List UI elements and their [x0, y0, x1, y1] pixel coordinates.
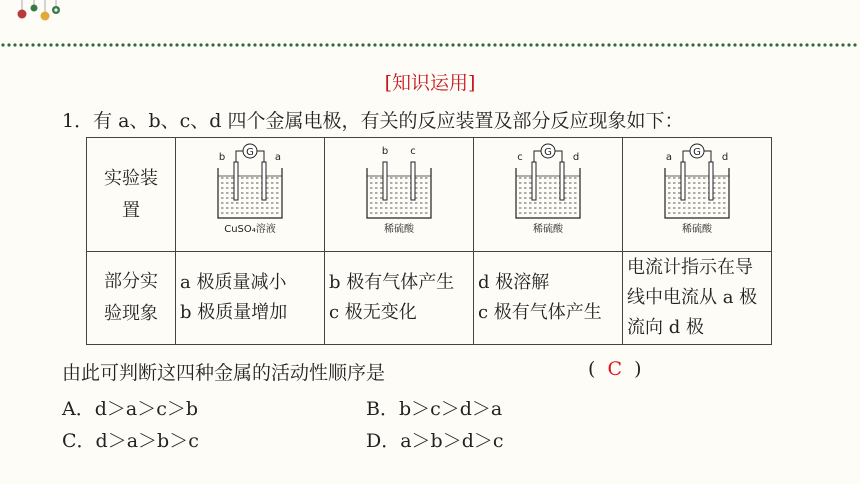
solution-label: 稀硫酸 — [533, 224, 563, 235]
apparatus-cell — [623, 138, 772, 252]
judgement-text: 由此可判断这四种金属的活动性顺序是 — [62, 362, 386, 384]
apparatus-cell — [474, 138, 623, 252]
observation-cell: d 极溶解 c 极有气体产生 — [474, 252, 623, 345]
section-title: [知识运用] — [384, 72, 476, 94]
option-b[interactable]: B．b＞c＞d＞a — [366, 398, 503, 420]
electrode-label: b — [381, 146, 389, 157]
observation-cell: 电流计指示在导 线中电流从 a 极 流向 d 极 — [623, 252, 772, 345]
electrode-label: d — [721, 152, 729, 163]
option-a[interactable]: A．d＞a＞c＞b — [62, 398, 199, 420]
observation-cell: a 极质量减小 b 极质量增加 — [176, 252, 325, 345]
apparatus-diagram — [325, 138, 473, 246]
electrode-label: a — [665, 152, 673, 163]
electrode-label: b — [218, 152, 226, 163]
electrode-label: c — [410, 146, 416, 157]
electrode-label: c — [517, 152, 523, 163]
apparatus-diagram — [176, 138, 324, 246]
solution-label: 稀硫酸 — [384, 224, 414, 235]
christmas-ornaments-icon — [8, 0, 68, 34]
apparatus-cell — [325, 138, 474, 252]
apparatus-row — [87, 138, 772, 252]
apparatus-diagram — [623, 138, 771, 246]
galvanometer-label: G — [693, 147, 701, 158]
electrode-label: d — [572, 152, 580, 163]
top-banner — [0, 0, 860, 38]
experiment-table — [86, 137, 772, 345]
solution-label: 稀硫酸 — [682, 224, 712, 235]
galvanometer-label: G — [544, 147, 552, 158]
option-c[interactable]: C．d＞a＞b＞c — [62, 430, 199, 452]
row-header-observation: 部分实 验现象 — [87, 252, 176, 345]
option-d[interactable]: D．a＞b＞d＞c — [366, 430, 504, 452]
solution-label: CuSO₄溶液 — [224, 224, 276, 235]
observation-cell: b 极有气体产生 c 极无变化 — [325, 252, 474, 345]
dotted-divider — [0, 41, 860, 49]
row-header-apparatus: 实验装 置 — [87, 138, 176, 252]
apparatus-diagram — [474, 138, 622, 246]
answer-bracket: ( C ) — [588, 358, 642, 380]
galvanometer-label: G — [246, 147, 254, 158]
question-text: 1．有 a、b、c、d 四个金属电极，有关的反应装置及部分反应现象如下： — [62, 110, 684, 132]
apparatus-cell — [176, 138, 325, 252]
observation-row — [87, 252, 772, 345]
answer-value: C — [607, 358, 623, 380]
electrode-label: a — [274, 152, 282, 163]
